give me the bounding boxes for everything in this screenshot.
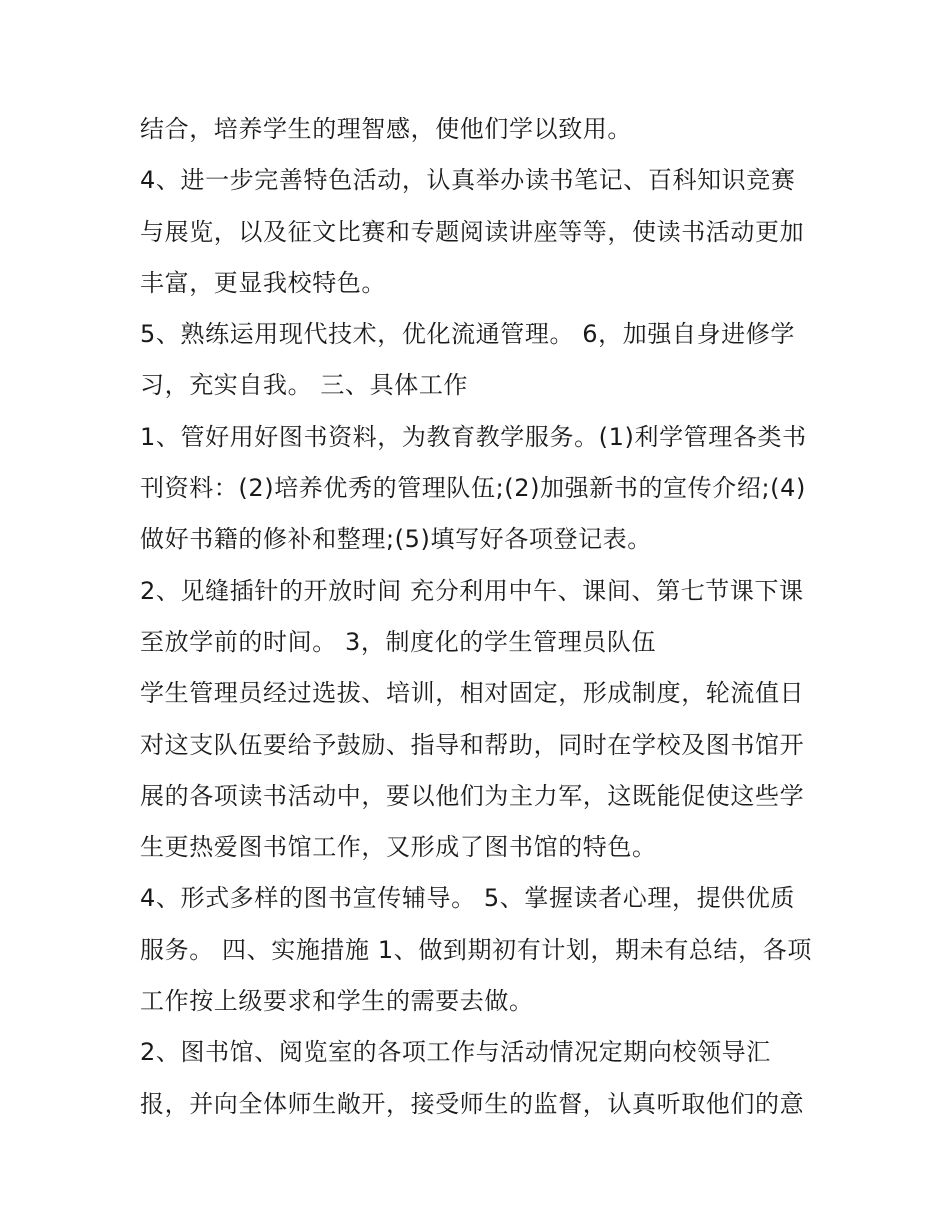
text-line: 5、熟练运用现代技术，优化流通管理。 6，加强自身进修学 [140, 320, 795, 349]
body-text [140, 104, 830, 1130]
text-line: 展的各项读书活动中，要以他们为主力军，这既能促使这些学 [140, 781, 805, 810]
text-line: 学生管理员经过选拔、培训，相对固定，形成制度，轮流值日 [140, 679, 805, 708]
text-line: 1、管好用好图书资料，为教育教学服务。(1)利学管理各类书 [140, 422, 807, 451]
text-line: 2、图书馆、阅览室的各项工作与活动情况定期向校领导汇 [140, 1038, 771, 1067]
text-line: 2、见缝插针的开放时间 充分利用中午、课间、第七节课下课 [140, 576, 804, 605]
text-line: 报，并向全体师生敞开，接受师生的监督，认真听取他们的意 [140, 1089, 805, 1118]
text-line: 与展览，以及征文比赛和专题阅读讲座等等，使读书活动更加 [140, 217, 805, 246]
text-line: 服务。 四、实施措施 1、做到期初有计划，期未有总结，各项 [140, 935, 812, 964]
text-line: 4、进一步完善特色活动，认真举办读书笔记、百科知识竞赛 [140, 166, 796, 195]
text-line: 结合，培养学生的理智感，使他们学以致用。 [140, 115, 632, 143]
text-line: 至放学前的时间。 3，制度化的学生管理员队伍 [140, 627, 657, 656]
text-line: 工作按上级要求和学生的需要去做。 [140, 987, 534, 1016]
text-line: 刊资料：(2)培养优秀的管理队伍;(2)加强新书的宣传介绍;(4) [140, 474, 806, 503]
text-line: 4、形式多样的图书宣传辅导。 5、掌握读者心理，提供优质 [140, 884, 795, 913]
text-line: 对这支队伍要给予鼓励、指导和帮助，同时在学校及图书馆开 [140, 730, 805, 759]
text-line: 丰富，更显我校特色。 [140, 268, 386, 297]
text-line: 习，充实自我。 三、具体工作 [140, 371, 469, 400]
text-line: 生更热爱图书馆工作，又形成了图书馆的特色。 [140, 833, 657, 862]
text-line: 做好书籍的修补和整理;(5)填写好各项登记表。 [140, 525, 652, 554]
